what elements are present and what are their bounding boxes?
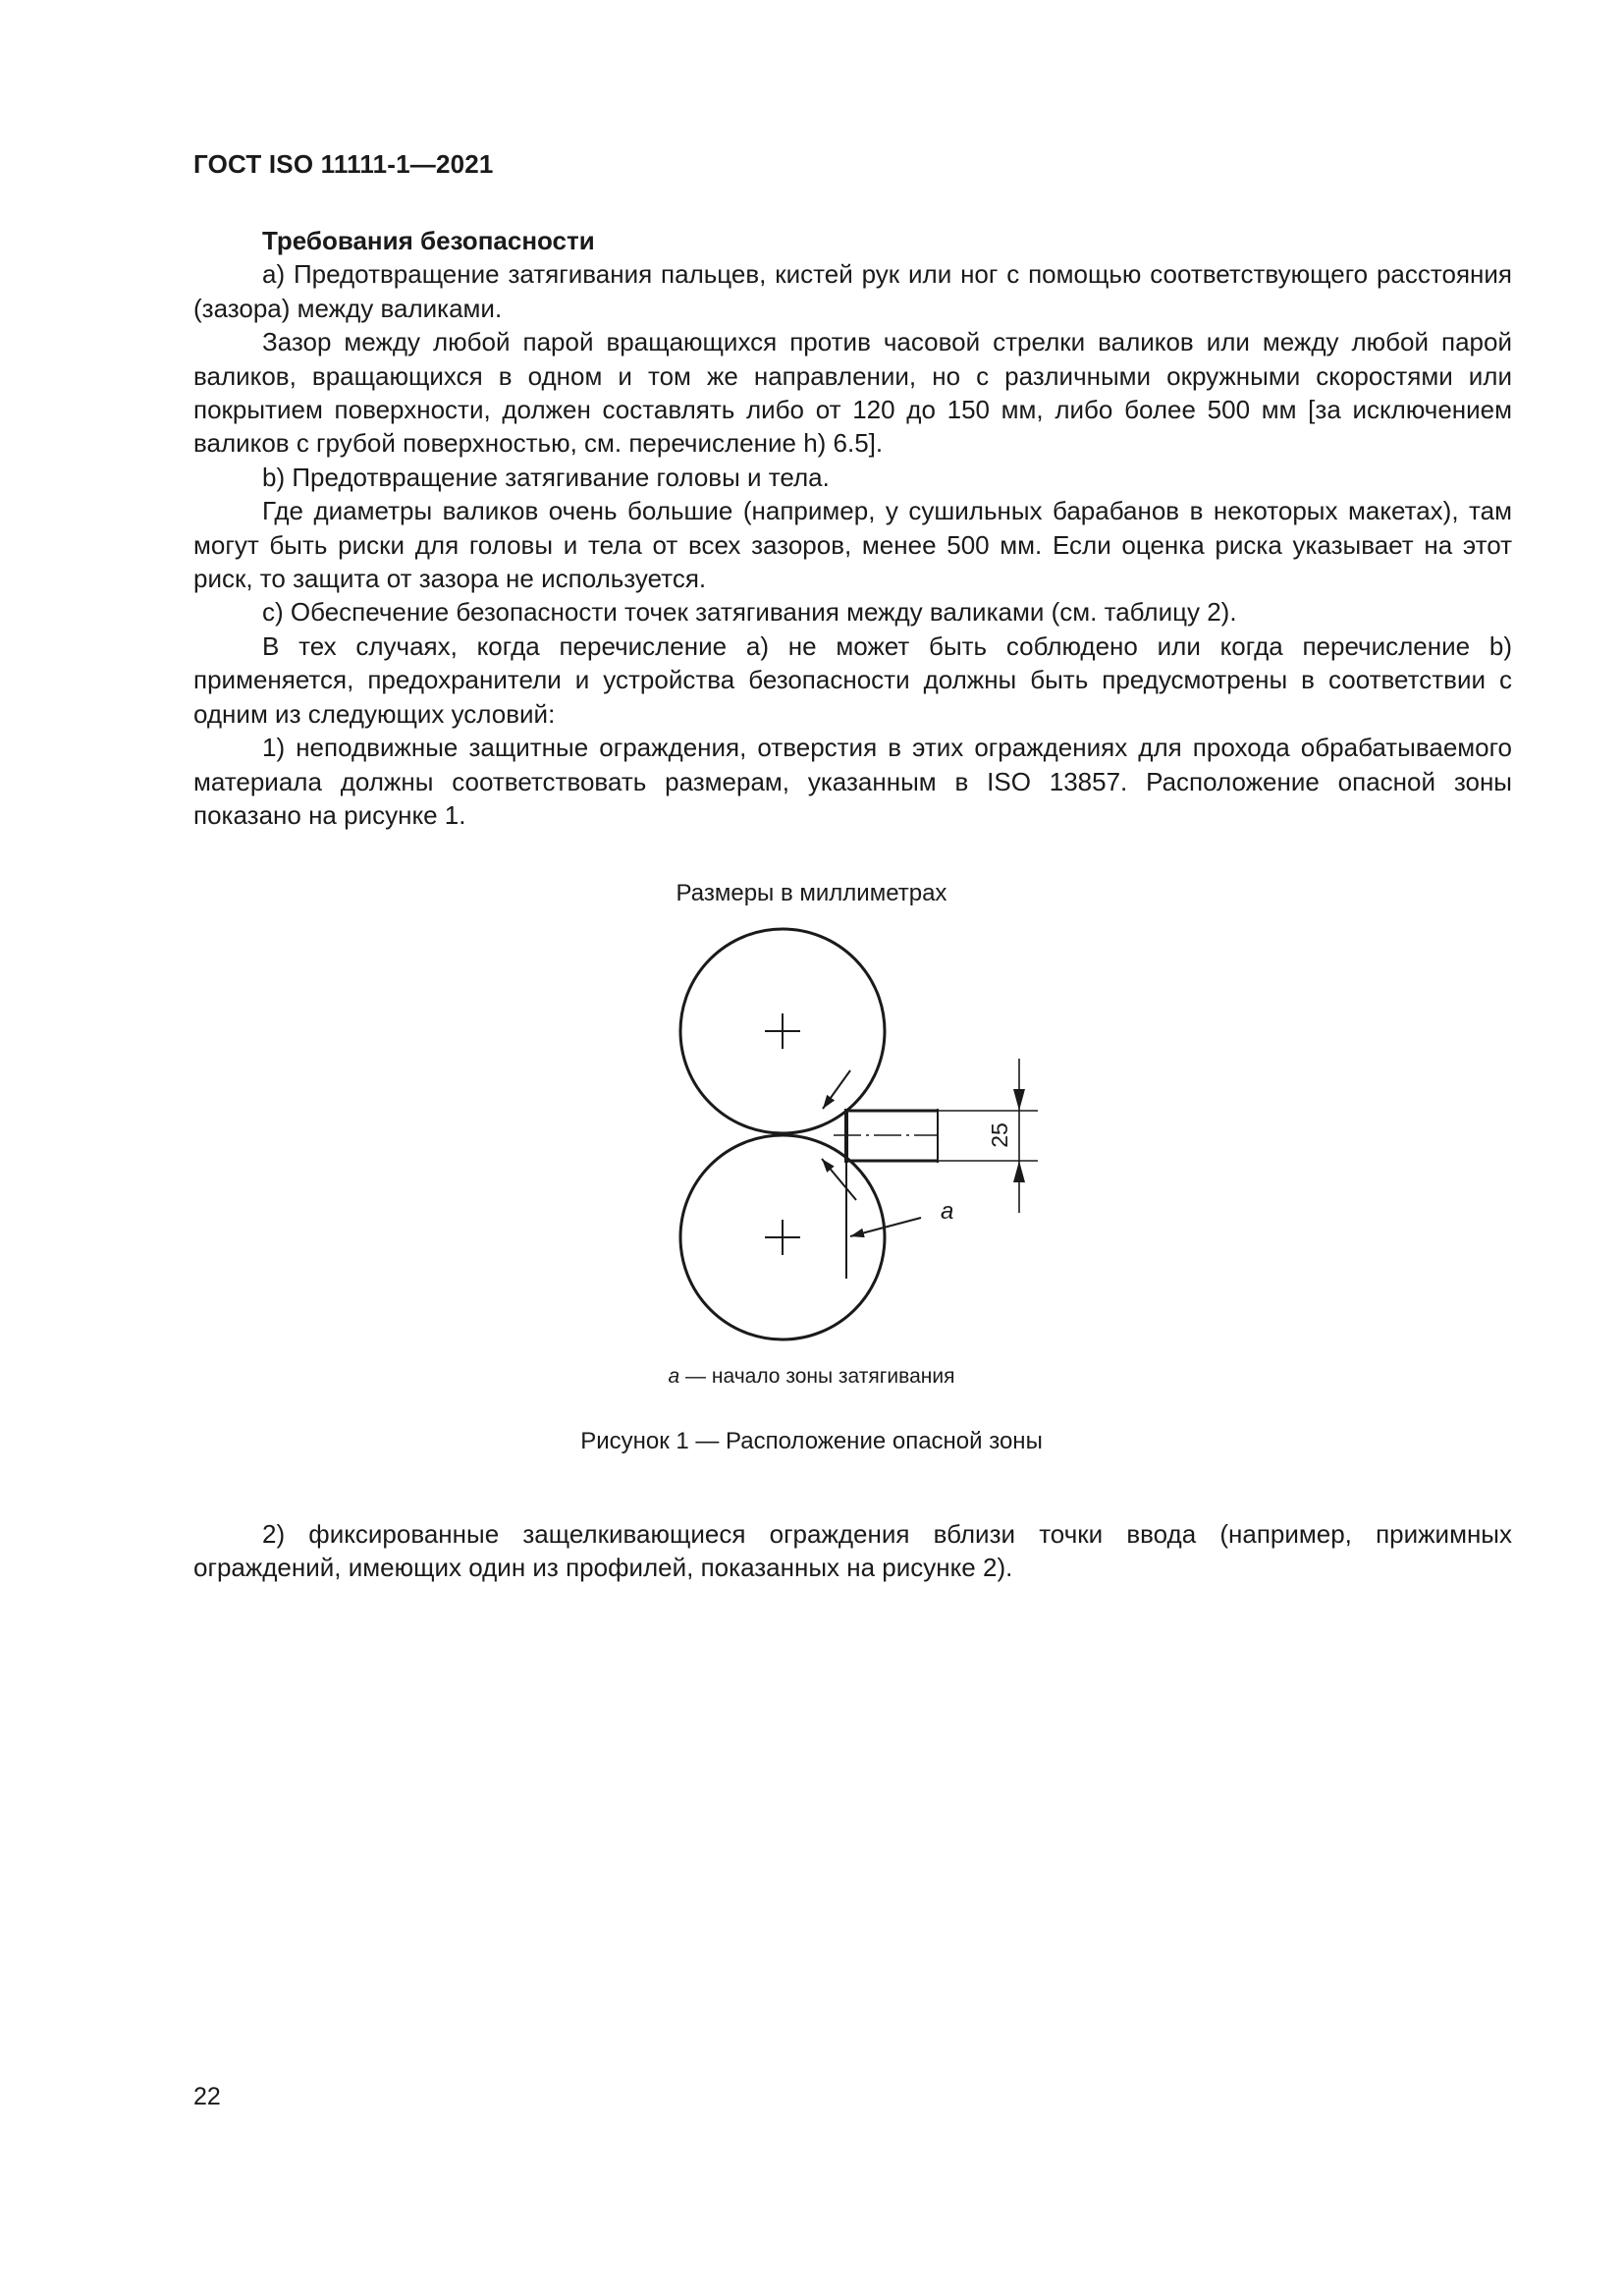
paragraph: b) Предотвращение затягивание головы и тела. [262,462,830,492]
legend-text: — начало зоны затягивания [679,1365,955,1388]
nip-arrow-lower [822,1159,856,1200]
fixed-guard [834,1109,938,1163]
dimension-arrow-up [1013,1161,1025,1182]
paragraph: Зазор между любой парой вращающихся против часовой стрелки валиков или между любой парой валиков, вращающихся в одном и том же направлении, но с различными окружными скоростями или покрытием поверхности, должен составлять либо от 120 до 150 мм, либо более 500 мм [за исключением валиков с грубой поверхностью, см. перечисление h) 6.5]. [193,327,1512,459]
page-number: 22 [193,2083,221,2110]
paragraph: 2) фиксированные защелкивающиеся ограждения вблизи точки ввода (например, прижимных ограждений, имеющих один из профилей, показанных на рисунке 2). [193,1519,1512,1583]
figure-legend [0,1365,1623,1389]
callout-label-a: a [941,1198,954,1225]
paragraph: Где диаметры валиков очень большие (например, у сушильных барабанов в некоторых макетах), там могут быть риски для головы и тела от всех зазоров, менее 500 мм. Если оценка риска указывает на этот риск, то защита от зазора не используется. [193,496,1512,594]
dimension-arrow-down [1013,1089,1025,1111]
paragraph: В тех случаях, когда перечисление a) не может быть соблюдено или когда перечисление b) применяется, предохранители и устройства безопасности должны быть предусмотрены в соответствии с одним из следующих условий: [193,630,1512,729]
paragraph: 1) неподвижные защитные ограждения, отверстия в этих ограждениях для прохода обрабатываемого материала должны соответствовать размерам, указанным в ISO 13857. Расположение опасной зоны показано на рисунке 1. [193,733,1512,830]
figure-caption: Рисунок 1 — Расположение опасной зоны [580,1428,1043,1454]
body-text-continued [193,1517,1512,1585]
nip-arrow-upper [823,1070,850,1109]
paragraph: a) Предотвращение затягивания пальцев, кистей рук или ног с помощью соответствующего расстояния (зазора) между валиками. [193,259,1512,323]
paragraph: c) Обеспечение безопасности точек затягивания между валиками (см. таблицу 2). [262,597,1237,628]
document-header: ГОСТ ISO 11111-1—2021 [193,149,494,179]
dimension-label: 25 [987,1122,1012,1148]
section-heading: Требования безопасности [262,226,595,255]
legend-key: a [668,1365,680,1388]
figure-units-note: Размеры в миллиметрах [676,880,947,906]
